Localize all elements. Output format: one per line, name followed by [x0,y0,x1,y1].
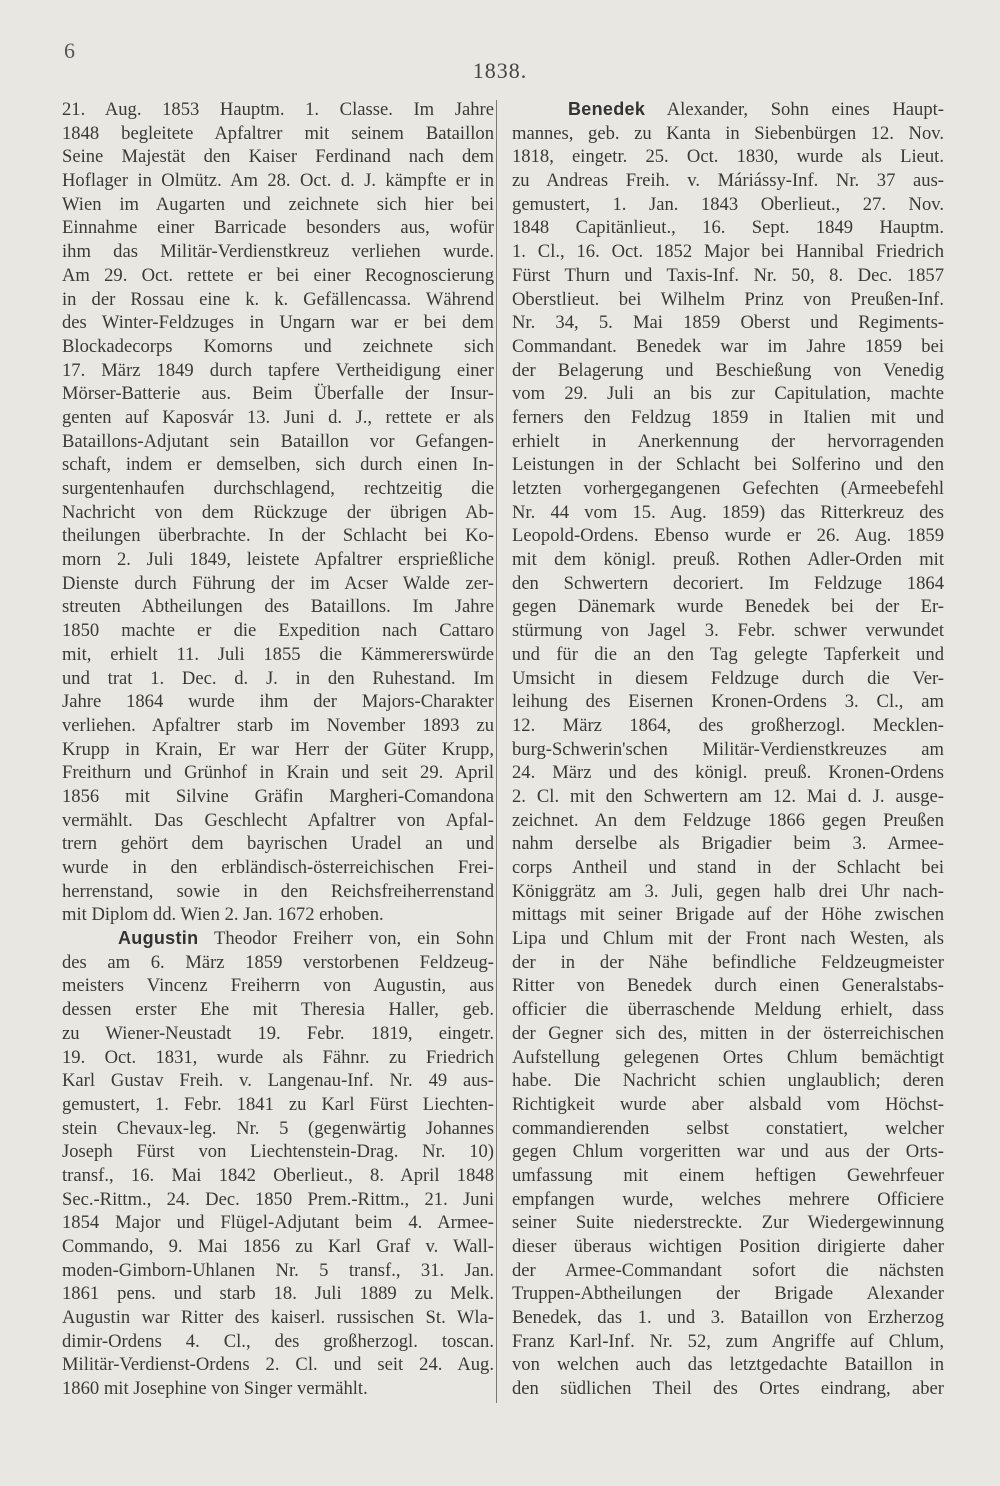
text-line: mannes, geb. zu Kanta in Siebenbürgen 12. Nov. [512,122,944,144]
entry-first-line-text: Alexander, Sohn eines Haupt- [666,99,944,120]
text-line: mittags mit seiner Brigade auf der Höhe zwischen [512,904,944,926]
text-line: corps Antheil und stand in der Schlacht bei [512,857,944,878]
text-line: erhielt in Anerkennung der hervorragenden [512,430,944,452]
text-line: genten auf Kaposvár 13. Juni d. J., rettete er als [62,406,494,428]
text-line: Mörser-Batterie aus. Beim Überfalle der Insur- [62,383,494,405]
text-line: vom 29. Juli an bis zur Capitulation, machte [512,383,944,405]
text-line: Richtigkeit wurde aber alsbald vom Höchst- [512,1093,944,1115]
text-line: und für die an den Tag gelegte Tapferkeit und [512,643,944,665]
text-line: vermählt. Das Geschlecht Apfaltrer von Apfal- [62,809,494,831]
text-line: mit Diplom dd. Wien 2. Jan. 1672 erhoben. [62,904,384,926]
text-line: leihung des Eisernen Kronen-Ordens 3. Cl., am [512,691,944,713]
text-line: der Belagerung und Beschießung von Venedig [512,359,944,381]
right-column [512,98,944,1401]
text-line: Dienste durch Führung der im Acser Walde zer- [62,572,494,594]
text-line: mit, erhielt 11. Juli 1855 die Kämmererswürde [62,643,494,665]
text-line: Seine Majestät den Kaiser Ferdinand nach dem [62,146,494,168]
text-line: nahm derselbe als Brigadier beim 3. Armee- [512,833,944,855]
text-line: Leopold-Ordens. Ebenso wurde er 26. Aug. 1859 [512,525,944,547]
text-line: Ritter von Benedek durch einen Generalstabs- [512,975,944,997]
text-line: Oberstlieut. bei Wilhelm Prinz von Preußen-Inf. [512,288,944,310]
text-line: seiner Suite niederstreckte. Zur Wiedergewinnung [512,1212,944,1234]
text-line: wurde in den erbländisch-österreichischen Frei- [62,857,494,878]
text-line: mit dem königl. preuß. Rothen Adler-Orden mit [512,549,944,571]
text-line: transf., 16. Mai 1842 Oberlieut., 8. April 1848 [62,1164,494,1186]
text-line: 1861 pens. und starb 18. Juli 1889 zu Melk. [62,1283,494,1305]
text-line: dieser überaus wichtigen Position dirigierte daher [512,1236,944,1257]
text-line: des am 6. März 1859 verstorbenen Feldzeug- [62,951,494,973]
text-line: trern gehört dem bayrischen Uradel an und [62,833,494,855]
text-line: letzten vorhergegangenen Gefechten (Armeebefehl [512,478,944,499]
text-line: theilungen überbrachte. In der Schlacht bei Ko- [62,525,494,547]
text-line: Augustin war Ritter des kaiserl. russischen St. Wla- [62,1307,494,1329]
text-line: dimir-Ordens 4. Cl., des großherzogl. toscan. [62,1330,494,1352]
text-line: zeichnet. An dem Feldzuge 1866 gegen Preußen [512,809,944,831]
text-line: Franz Karl-Inf. Nr. 52, zum Angriffe auf Chlum, [512,1330,944,1352]
text-line: gemustert, 1. Febr. 1841 zu Karl Fürst Liechten- [62,1093,494,1115]
text-line: Am 29. Oct. rettete er bei einer Recognoscierung [62,264,494,286]
text-line: habe. Die Nachricht schien unglaublich; deren [512,1070,944,1092]
text-line: Einnahme einer Barricade besonders aus, wofür [62,217,494,239]
text-line: commandierenden selbst constatiert, welcher [512,1117,944,1139]
text-line: 1848 begleitete Apfaltrer mit seinem Bataillon [62,122,494,144]
text-line: in der Rossau eine k. k. Gefällencassa. Während [62,288,494,310]
text-line: dessen erster Ehe mit Theresia Haller, geb. [62,999,494,1021]
text-line: herrenstand, sowie in den Reichsfreiherrenstand [62,880,494,902]
text-line: schaft, indem er demselben, sich durch einen In- [62,454,494,476]
page-year-heading: 1838. [472,58,528,83]
text-line: des Winter-Feldzuges in Ungarn war er bei dem [62,312,494,334]
text-line: Jahre 1864 wurde ihm der Majors-Charakter [62,691,494,713]
text-line: 12. März 1864, des großherzogl. Mecklen- [512,714,944,736]
text-line: den Schwertern decoriert. Im Feldzuge 1864 [512,572,944,594]
text-line: 1860 mit Josephine von Singer vermählt. [62,1378,368,1400]
entry-name: Augustin [118,928,199,949]
text-line: 24. März und des königl. preuß. Kronen-Ordens [512,762,944,784]
left-column [62,98,494,1401]
text-line: Benedek, das 1. und 3. Bataillon von Erzherzog [512,1307,944,1329]
text-line: 1856 mit Silvine Gräfin Margheri-Comandona [62,785,494,807]
text-line: Blockadecorps Komorns und zeichnete sich [62,335,494,357]
text-line: 1818, eingetr. 25. Oct. 1830, wurde als Lieut. [512,146,944,168]
text-line: Wien im Augarten und zeichnete sich hier bei [62,193,494,215]
text-line: Commandant. Benedek war im Jahre 1859 bei [512,335,944,357]
text-line: 19. Oct. 1831, wurde als Fähnr. zu Friedrich [62,1046,494,1068]
page-number: 6 [64,38,75,63]
text-line: zu Andreas Freih. v. Máriássy-Inf. Nr. 37 aus- [512,170,944,192]
text-line: der Gegner sich des, mitten in der österreichischen [512,1022,944,1044]
text-line: den südlichen Theil des Ortes eindrang, aber [512,1378,944,1400]
entry-first-line-text: Theodor Freiherr von, ein Sohn [213,928,494,950]
text-line: Bataillons-Adjutant sein Bataillon vor Gefangen- [62,430,494,452]
text-line: meisters Vincenz Freiherrn von Augustin, aus [62,975,494,997]
text-line: 17. März 1849 durch tapfere Vertheidigung einer [62,359,494,381]
text-line: 21. Aug. 1853 Hauptm. 1. Classe. Im Jahre [62,99,494,120]
text-line: 1850 machte er die Expedition nach Cattaro [62,620,494,642]
text-line: 1. Cl., 16. Oct. 1852 Major bei Hannibal Friedrich [512,241,944,263]
text-line: Truppen-Abtheilungen der Brigade Alexander [512,1283,944,1305]
text-line: der in der Nähe befindliche Feldzeugmeister [512,951,944,973]
entry-first-line [62,927,494,951]
text-line: Königgrätz am 3. Juli, gegen halb drei Uhr nach- [512,880,944,902]
text-line: stein Chevaux-leg. Nr. 5 (gegenwärtig Johannes [62,1117,494,1139]
text-line: und trat 1. Dec. d. J. in den Ruhestand. Im [62,667,494,689]
text-line: 1854 Major und Flügel-Adjutant beim 4. Armee- [62,1212,494,1234]
text-line: Aufstellung gelegenen Ortes Chlum bemächtigt [512,1046,944,1068]
text-line: ferners den Feldzug 1859 in Italien mit und [512,406,944,428]
text-line: surgentenhaufen durchschlagend, rechtzeitig die [62,478,494,499]
text-line: gemustert, 1. Jan. 1843 Oberlieut., 27. Nov. [512,193,944,215]
text-line: Freithurn und Grünhof in Krain und seit 29. April [62,762,494,784]
text-line: officier die überraschende Meldung erhielt, dass [512,999,944,1021]
text-line: Krupp in Krain, Er war Herr der Güter Krupp, [62,738,494,760]
text-line: Nachricht von dem Rückzuge der übrigen Ab- [62,501,494,523]
text-line: morn 2. Juli 1849, leistete Apfaltrer ersprießliche [62,549,494,571]
text-line: stürmung von Jagel 3. Febr. schwer verwundet [512,620,944,642]
text-line: burg-Schwerin'schen Militär-Verdienstkreuzes am [512,738,944,760]
text-line: Fürst Thurn und Taxis-Inf. Nr. 50, 8. Dec. 1857 [512,264,944,286]
text-line: Lipa und Chlum mit der Front nach Westen, als [512,928,944,950]
text-line: 1848 Capitänlieut., 16. Sept. 1849 Hauptm. [512,217,944,239]
text-line: Hoflager in Olmütz. Am 28. Oct. d. J. kämpfte er in [62,170,494,192]
text-line: Militär-Verdienst-Ordens 2. Cl. und seit 24. Aug. [62,1354,494,1376]
text-line: Joseph Fürst von Liechtenstein-Drag. Nr. 10) [62,1141,494,1163]
text-line: gegen Chlum vorgeritten war und aus der Orts- [512,1141,944,1163]
text-line: Nr. 34, 5. Mai 1859 Oberst und Regiments- [512,312,944,334]
text-line: von welchen auch das letztgedachte Bataillon in [512,1354,944,1376]
text-line: moden-Gimborn-Uhlanen Nr. 5 transf., 31. Jan. [62,1259,494,1281]
text-line: zu Wiener-Neustadt 19. Febr. 1819, eingetr. [62,1022,494,1044]
text-line: gegen Dänemark wurde Benedek bei der Er- [512,596,944,618]
text-line: Leistungen in der Schlacht bei Solferino und den [512,454,944,476]
text-line: empfangen wurde, welches mehrere Officiere [512,1188,944,1210]
text-line: 2. Cl. mit den Schwertern am 12. Mai d. J. ausge- [512,785,944,807]
column-divider [496,100,497,1403]
text-line: Commando, 9. Mai 1856 zu Karl Graf v. Wall- [62,1236,494,1257]
entry-first-line [512,98,944,122]
entry-name: Benedek [568,99,646,119]
text-line: ihm das Militär-Verdienstkreuz verliehen wurde. [62,241,494,263]
text-line: Nr. 44 vom 15. Aug. 1859) das Ritterkreuz des [512,501,944,523]
text-line: streuten Abtheilungen des Bataillons. Im Jahre [62,596,494,618]
text-line: der Armee-Commandant sofort die nächsten [512,1259,944,1281]
text-line: Karl Gustav Freih. v. Langenau-Inf. Nr. 49 aus- [62,1070,494,1092]
text-line: verliehen. Apfaltrer starb im November 1893 zu [62,714,494,736]
text-line: umfassung mit einem heftigen Gewehrfeuer [512,1164,944,1186]
text-line: Umsicht in diesem Feldzuge durch die Ver- [512,667,944,689]
text-line: Sec.-Rittm., 24. Dec. 1850 Prem.-Rittm., 21. Juni [62,1188,494,1210]
